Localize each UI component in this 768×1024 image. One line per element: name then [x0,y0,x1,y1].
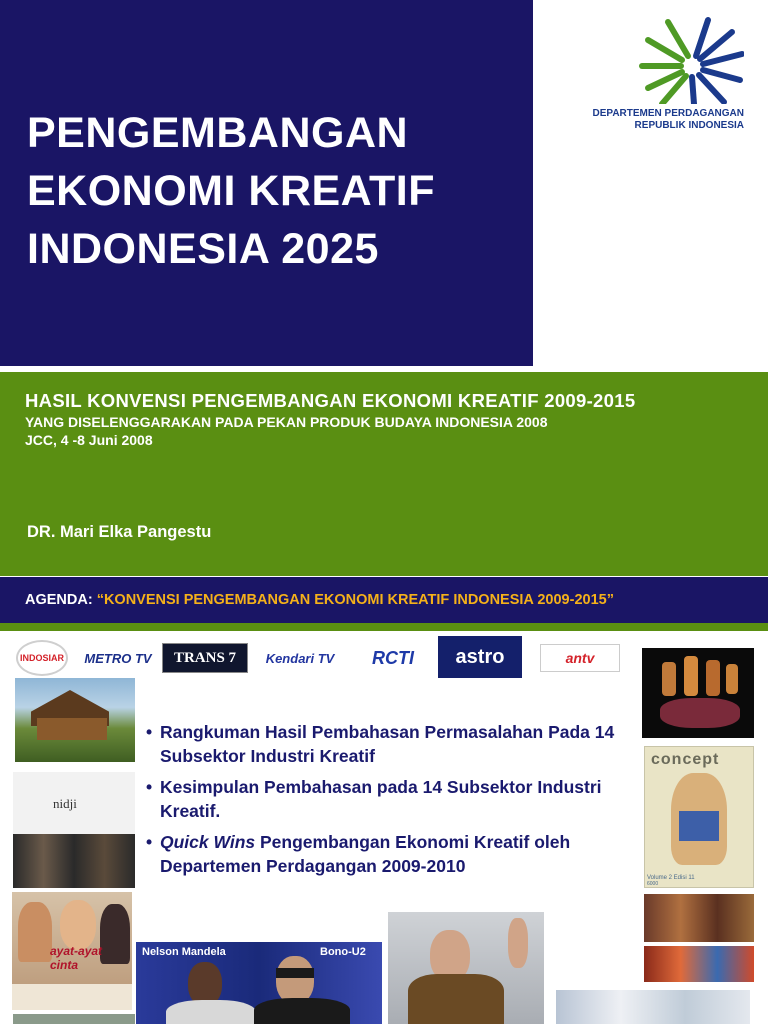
event-venue: YANG DISELENGGARAKAN PADA PEKAN PRODUK BUDAYA INDONESIA 2008 [25,414,548,430]
channel-logo-antv: antv [540,644,620,672]
agenda-divider [0,623,768,631]
ministry-logo-icon [636,16,744,104]
agenda-label: AGENDA: [25,592,97,608]
photo-concept-magazine [644,746,754,888]
photo-mandela-bono [136,942,382,1024]
event-title: HASIL KONVENSI PENGEMBANGAN EKONOMI KREATIF 2009-2015 [25,390,636,411]
event-date: JCC, 4 -8 Juni 2008 [25,432,153,448]
photo-ayat-ayat-cinta-poster [12,892,132,1010]
photo-craft-bottles [642,648,754,738]
ministry-name-line-2: REPUBLIK INDONESIA [634,120,744,131]
title-line-1: PENGEMBANGAN [27,109,409,157]
bullet-emphasis: Quick Wins [160,832,256,852]
photo-nidji-band [13,772,135,888]
concept-caption-2: 6000 [647,881,659,887]
bono-caption: Bono-U2 [320,946,366,958]
photo-game-banner [644,946,754,982]
title-line-3: INDONESIA 2025 [27,225,379,273]
ministry-name-line-1: DEPARTEMEN PERDAGANGAN [592,108,744,119]
list-item: • Kesimpulan Pembahasan pada 14 Subsektor Industri Kreatif. [146,775,616,823]
photo-speaker [388,912,544,1024]
channel-logo-metrotv: METRO TV [84,650,152,666]
presenter-name: DR. Mari Elka Pangestu [27,523,212,541]
photo-fashion-show [556,990,750,1024]
nidji-logo: nidji [53,796,77,811]
mandela-caption: Nelson Mandela [142,946,226,958]
photo-traditional-house [15,678,135,762]
list-item: • Rangkuman Hasil Pembahasan Permasalahan Pada 14 Subsektor Industri Kreatif [146,722,615,766]
movie-title: ayat-ayat cinta [50,944,103,972]
bullet-text: Pengembangan Ekonomi Kreatif oleh Departemen Perdagangan 2009-2010 [160,832,571,876]
channel-logo-rcti: RCTI [372,647,414,668]
agenda [25,592,614,608]
channel-logo-indosiar: INDOSIAR [16,640,68,676]
agenda-title: “KONVENSI PENGEMBANGAN EKONOMI KREATIF INDONESIA 2009-2015” [96,592,614,608]
photo-bottom-left [13,1014,135,1024]
channel-logo-trans7: TRANS 7 [162,643,248,673]
channel-logo-astro: astro [438,636,522,678]
photo-animation [644,894,754,942]
channel-logo-kendaritv: Kendari TV [265,650,335,666]
concept-caption: Volume 2 Edisi 11 [647,875,695,881]
bullet-list [146,720,616,885]
bullet-text: Rangkuman Hasil Pembahasan Permasalahan Pada 14 Subsektor Industri Kreatif [160,722,615,766]
title-line-2: EKONOMI KREATIF [27,167,436,215]
concept-title: concept [651,751,720,768]
list-item: • Quick Wins Pengembangan Ekonomi Kreatif oleh Departemen Perdagangan 2009-2010 [146,832,571,876]
ministry-name [538,108,744,132]
bullet-text: Kesimpulan Pembahasan pada 14 Subsektor Industri Kreatif. [160,777,602,821]
